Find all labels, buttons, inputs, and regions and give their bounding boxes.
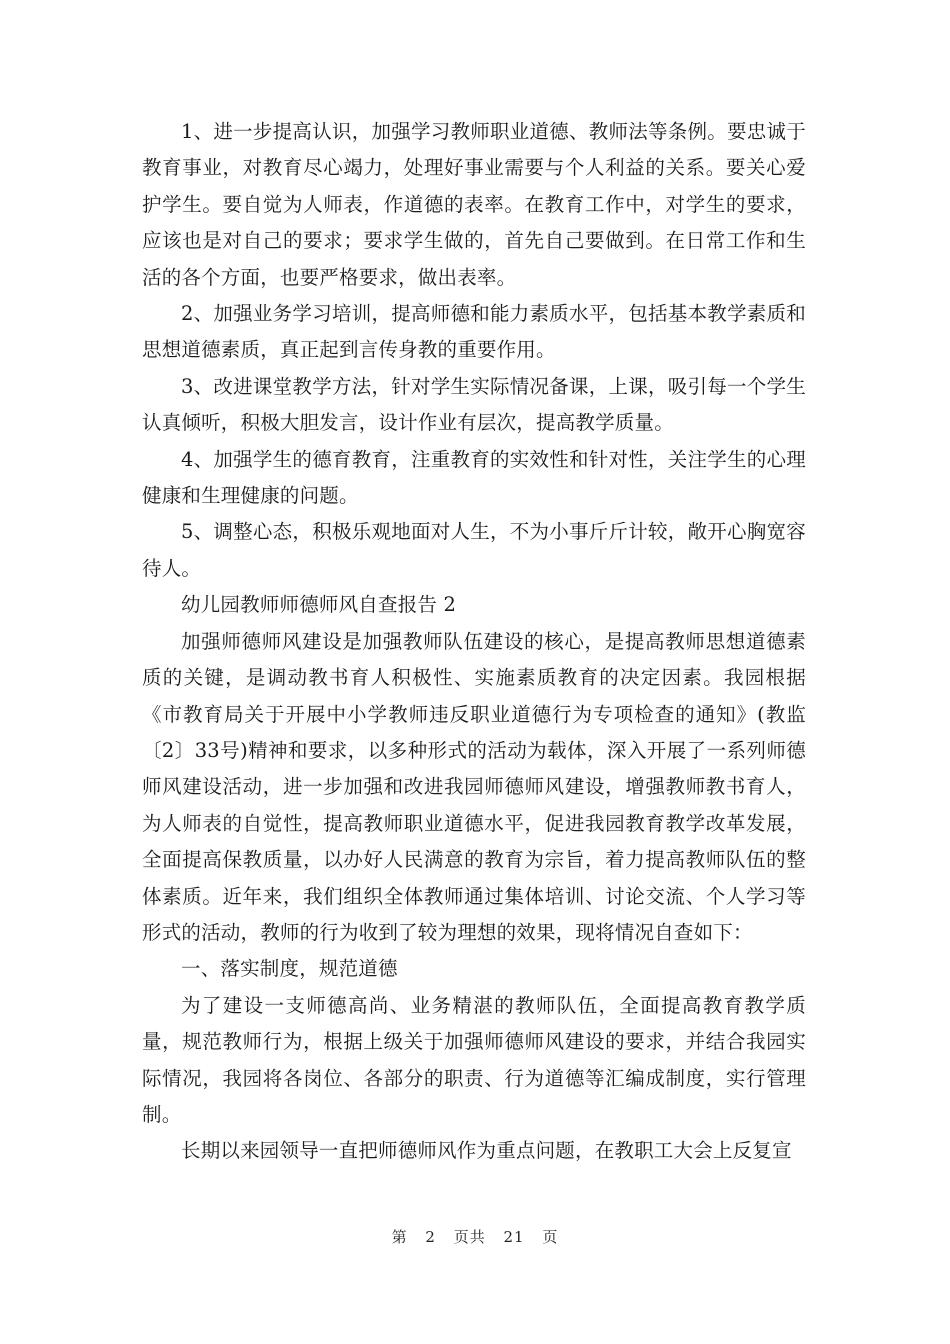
paragraph-item-1: 1、进一步提高认识，加强学习教师职业道德、教师法等条例。要忠诚于教育事业，对教育尽心竭力，处理好事业需要与个人利益的关系。要关心爱护学生。要自觉为人师表，作道德的表率。在教育工作中，对学生的要求，应该也是对自己的要求；要求学生做的，首先自己要做到。在日常工作和生活的各个方面，也要严格要求，做出表率。 <box>142 120 806 289</box>
document-body <box>142 114 806 1170</box>
paragraph-item-2: 2、加强业务学习培训，提高师德和能力素质水平，包括基本教学素质和思想道德素质，真正起到言传身教的重要作用。 <box>142 302 806 362</box>
footer-middle: 页共 <box>453 1228 486 1246</box>
section-title: 幼儿园教师师德师风自查报告 2 <box>181 593 457 617</box>
footer-current-page: 2 <box>425 1228 436 1246</box>
paragraph-body-2: 长期以来园领导一直把师德师风作为重点问题，在教职工大会上反复宣 <box>181 1139 792 1163</box>
page-footer <box>0 1226 950 1247</box>
footer-total-pages: 21 <box>503 1228 525 1246</box>
section-heading: 一、落实制度，规范道德 <box>181 957 398 981</box>
footer-suffix: 页 <box>542 1228 559 1246</box>
footer-prefix: 第 <box>391 1228 408 1246</box>
paragraph-intro: 加强师德师风建设是加强教师队伍建设的核心，是提高教师思想道德素质的关键，是调动教书育人积极性、实施素质教育的决定因素。我园根据《市教育局关于开展中小学教师违反职业道德行为专项检查的通知》(教监〔2〕33号)精神和要求，以多种形式的活动为载体，深入开展了一系列师德师风建设活动，进一步加强和改进我园师德师风建设，增强教师教书育人，为人师表的自觉性，提高教师职业道德水平，促进我园教育教学改革发展，全面提高保教质量，以办好人民满意的教育为宗旨，着力提高教师队伍的整体素质。近年来，我们组织全体教师通过集体培训、讨论交流、个人学习等形式的活动，教师的行为收到了较为理想的效果，现将情况自查如下： <box>142 629 806 944</box>
paragraph-item-5: 5、调整心态，积极乐观地面对人生，不为小事斤斤计较，敞开心胸宽容待人。 <box>142 520 806 580</box>
paragraph-item-3: 3、改进课堂教学方法，针对学生实际情况备课，上课，吸引每一个学生认真倾听，积极大胆发言，设计作业有层次，提高教学质量。 <box>142 374 806 435</box>
paragraph-item-4: 4、加强学生的德育教育，注重教育的实效性和针对性，关注学生的心理健康和生理健康的问题。 <box>142 447 806 508</box>
paragraph-body-1: 为了建设一支师德高尚、业务精湛的教师队伍，全面提高教育教学质量，规范教师行为，根据上级关于加强师德师风建设的要求，并结合我园实际情况，我园将各岗位、各部分的职责、行为道德等汇编成制度，实行管理制。 <box>142 993 806 1126</box>
